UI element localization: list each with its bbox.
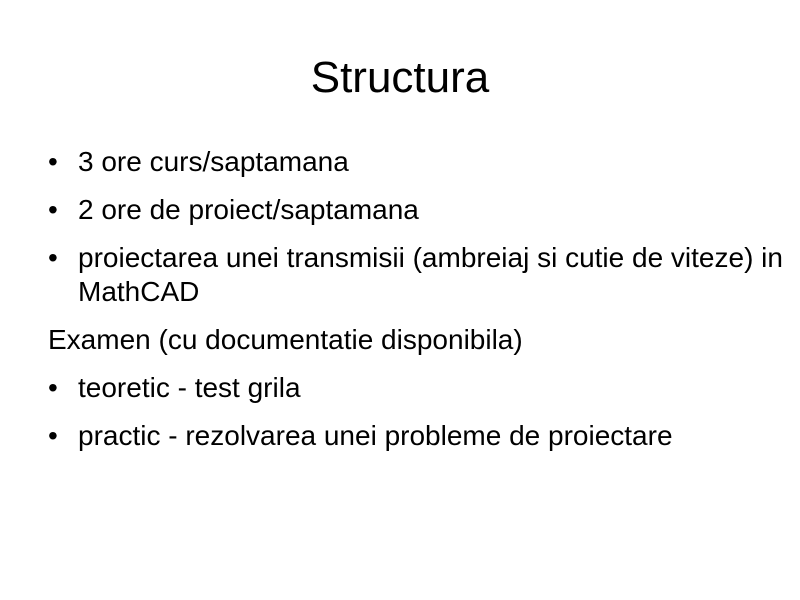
section-heading-text: Examen (cu documentatie disponibila)	[48, 324, 523, 355]
list-item	[48, 241, 788, 309]
list-item	[48, 371, 788, 405]
bullet-icon: •	[48, 420, 58, 451]
list-item-text: 3 ore curs/saptamana	[78, 146, 349, 177]
list-item	[48, 419, 788, 453]
list-item-text: 2 ore de proiect/saptamana	[78, 194, 419, 225]
list-item-text: proiectarea unei transmisii (ambreiaj si cutie de viteze) in MathCAD	[78, 242, 783, 307]
bullet-icon: •	[48, 194, 58, 225]
list-item	[48, 193, 788, 227]
list-item-text: practic - rezolvarea unei probleme de proiectare	[78, 420, 673, 451]
bullet-icon: •	[48, 146, 58, 177]
bullet-icon: •	[48, 372, 58, 403]
list-item-text: teoretic - test grila	[78, 372, 301, 403]
list-item	[48, 145, 788, 179]
slide-content	[48, 145, 788, 467]
slide-title: Structura	[310, 53, 490, 102]
section-heading	[48, 323, 788, 357]
bullet-icon: •	[48, 242, 58, 273]
